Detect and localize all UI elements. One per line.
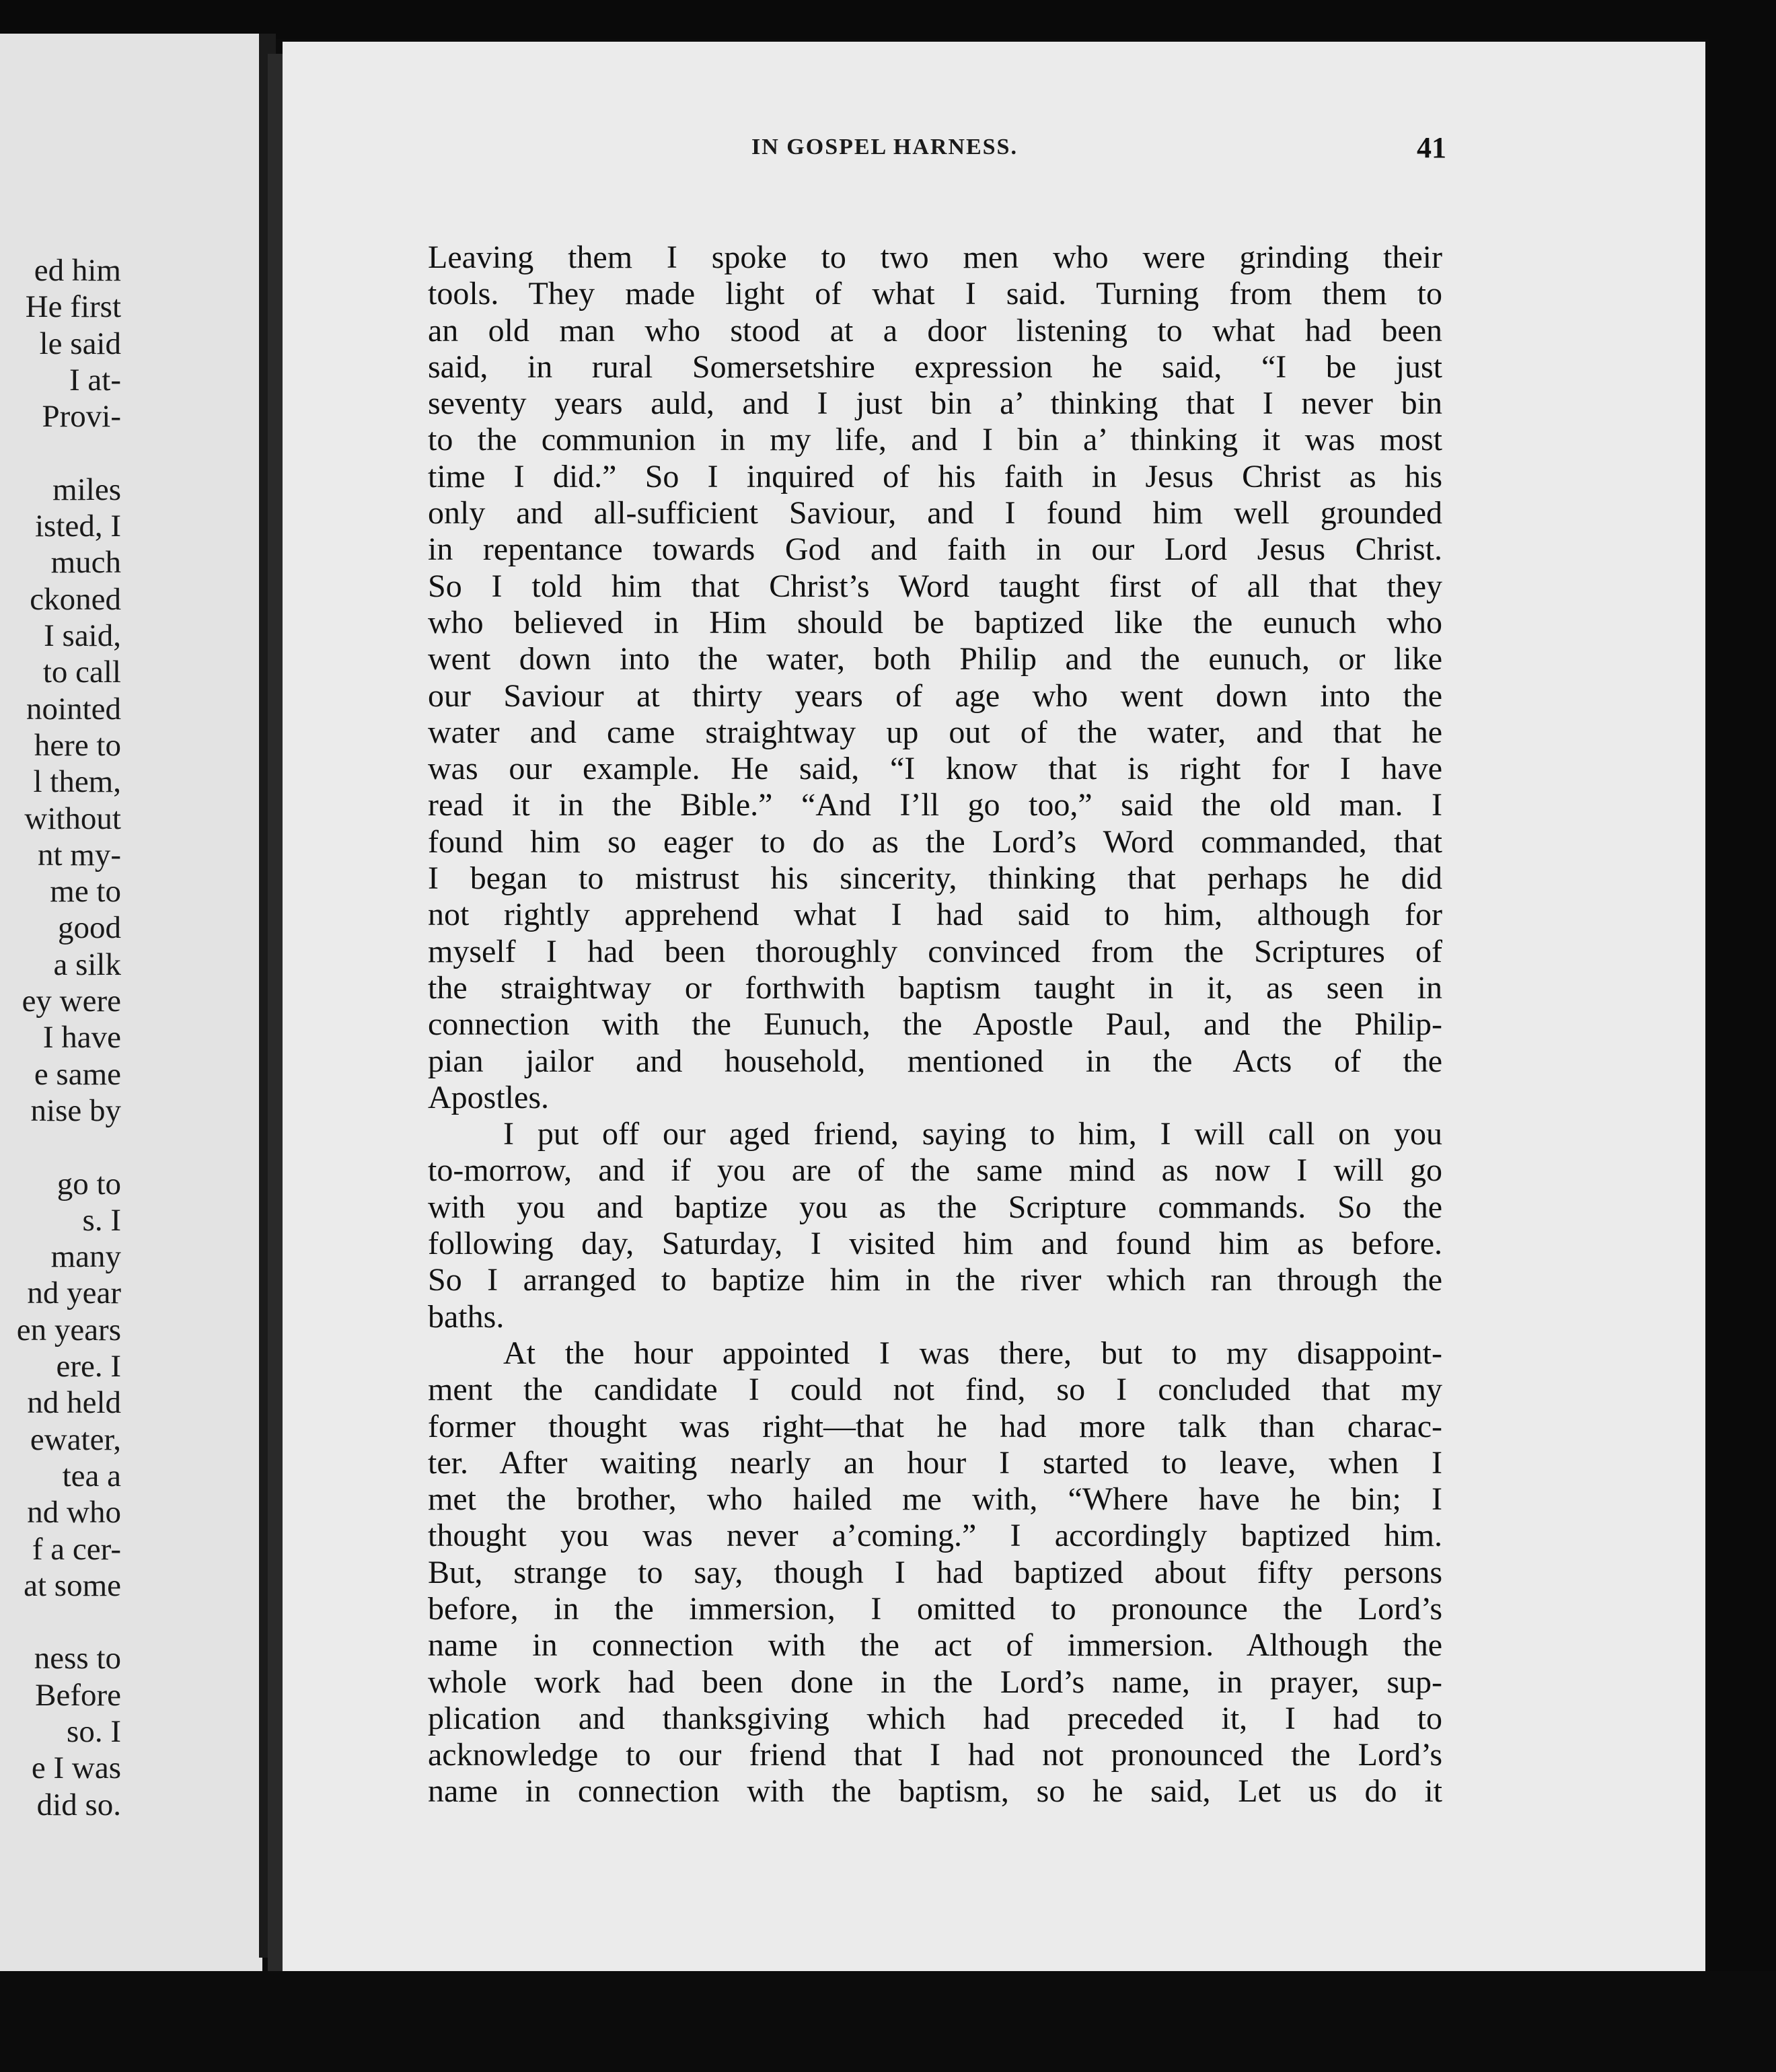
text-line: read it in the Bible.” “And I’ll go too,” said the old man. I bbox=[428, 787, 1442, 823]
left-page-fragment: good bbox=[58, 910, 121, 946]
left-page-fragment: ed him bbox=[34, 253, 121, 288]
left-page-fragment: nd year bbox=[27, 1275, 121, 1311]
text-line: with you and baptize you as the Scripture commands. So the bbox=[428, 1189, 1442, 1225]
text-line: water and came straightway up out of the water, and that he bbox=[428, 714, 1442, 750]
text-line: pian jailor and household, mentioned in the Acts of the bbox=[428, 1043, 1442, 1079]
left-page-fragment: s. I bbox=[82, 1202, 121, 1238]
text-line: went down into the water, both Philip and the eunuch, or like bbox=[428, 641, 1442, 677]
left-page-fragment: I have bbox=[42, 1020, 121, 1056]
text-line: Leaving them I spoke to two men who were grinding their bbox=[428, 239, 1442, 275]
left-page-fragment: tea a bbox=[62, 1458, 121, 1493]
left-page-fragment: miles bbox=[52, 472, 121, 507]
text-line: time I did.” So I inquired of his faith in Jesus Christ as his bbox=[428, 458, 1442, 494]
text-line: before, in the immersion, I omitted to pronounce the Lord’s bbox=[428, 1590, 1442, 1627]
text-line: name in connection with the baptism, so he said, Let us do it bbox=[428, 1773, 1442, 1810]
left-page-fragment: nt my- bbox=[37, 837, 121, 873]
left-page-fragment: I said, bbox=[44, 618, 121, 653]
text-line: myself I had been thoroughly convinced from the Scriptures of bbox=[428, 933, 1442, 969]
text-line: only and all-sufficient Saviour, and I found him well grounded bbox=[428, 495, 1442, 531]
text-line: seventy years auld, and I just bin a’ thinking that I never bin bbox=[428, 385, 1442, 422]
text-line: to the communion in my life, and I bin a’ thinking it was most bbox=[428, 422, 1442, 458]
text-line: to-morrow, and if you are of the same mind as now I will go bbox=[428, 1152, 1442, 1189]
left-page-fragment: at some bbox=[24, 1567, 121, 1603]
text-line: ment the candidate I could not find, so I concluded that my bbox=[428, 1372, 1442, 1408]
text-line: thought you was never a’coming.” I accordingly baptized him. bbox=[428, 1518, 1442, 1554]
text-line: But, strange to say, though I had baptized about fifty persons bbox=[428, 1554, 1442, 1590]
left-page-fragment: Before bbox=[35, 1677, 121, 1713]
page-number: 41 bbox=[1417, 131, 1446, 164]
left-page-fragment: l them, bbox=[33, 764, 121, 800]
left-page-fragment: go to bbox=[57, 1166, 121, 1201]
left-page-fragment: did so. bbox=[36, 1787, 121, 1822]
left-page-fragment: nd held bbox=[27, 1385, 121, 1421]
text-line: found him so eager to do as the Lord’s Word commanded, that bbox=[428, 823, 1442, 860]
text-line: the straightway or forthwith baptism taught in it, as seen in bbox=[428, 969, 1442, 1006]
text-line: was our example. He said, “I know that is right for I have bbox=[428, 751, 1442, 787]
text-line: met the brother, who hailed me with, “Where have he bin; I bbox=[428, 1481, 1442, 1518]
left-page-fragment: ey were bbox=[22, 984, 121, 1019]
left-page-fragment: ckoned bbox=[30, 581, 121, 617]
left-page-fragment: le said bbox=[39, 326, 121, 361]
left-page-fragment: ewater, bbox=[30, 1421, 121, 1457]
body-text bbox=[428, 239, 1442, 1810]
text-line: following day, Saturday, I visited him and found him as before. bbox=[428, 1226, 1442, 1262]
left-page-fragment: ness to bbox=[34, 1641, 121, 1676]
scan-border-bottom bbox=[0, 1971, 1776, 2072]
text-line: said, in rural Somersetshire expression he said, “I be just bbox=[428, 348, 1442, 385]
text-line: acknowledge to our friend that I had not pronounced the Lord’s bbox=[428, 1737, 1442, 1773]
left-page-fragment: a silk bbox=[53, 947, 121, 982]
text-line: in repentance towards God and faith in our Lord Jesus Christ. bbox=[428, 531, 1442, 568]
text-line: I began to mistrust his sincerity, thinking that perhaps he did bbox=[428, 860, 1442, 897]
text-line: not rightly apprehend what I had said to him, although for bbox=[428, 897, 1442, 933]
text-line: tools. They made light of what I said. Turning from them to bbox=[428, 276, 1442, 312]
running-head: IN GOSPEL HARNESS. bbox=[751, 135, 1018, 159]
text-line: our Saviour at thirty years of age who went down into the bbox=[428, 677, 1442, 714]
left-page-fragment: here to bbox=[34, 727, 121, 763]
left-page-fragment: so. I bbox=[67, 1714, 121, 1749]
text-line: At the hour appointed I was there, but to my disappoint- bbox=[503, 1335, 1442, 1371]
left-page-fragment: without bbox=[24, 801, 121, 836]
left-page-fragment: e I was bbox=[31, 1750, 121, 1786]
text-line: former thought was right—that he had more talk than charac- bbox=[428, 1408, 1442, 1444]
text-line: who believed in Him should be baptized like the eunuch who bbox=[428, 604, 1442, 640]
text-line: So I arranged to baptize him in the river which ran through the bbox=[428, 1262, 1442, 1298]
scan-border-right bbox=[1709, 0, 1776, 2072]
text-line: whole work had been done in the Lord’s name, in prayer, sup- bbox=[428, 1664, 1442, 1700]
left-page-fragment: I at- bbox=[69, 362, 121, 398]
left-page-fragment: Provi- bbox=[42, 399, 121, 435]
text-line: an old man who stood at a door listening to what had been bbox=[428, 312, 1442, 348]
text-line: name in connection with the act of immersion. Although the bbox=[428, 1627, 1442, 1664]
left-page-fragment: e same bbox=[34, 1056, 121, 1092]
left-page-fragment: nointed bbox=[26, 691, 121, 727]
text-line: plication and thanksgiving which had preceded it, I had to bbox=[428, 1700, 1442, 1736]
left-page-fragment: nise by bbox=[30, 1093, 121, 1128]
left-page-fragment: me to bbox=[50, 874, 121, 910]
left-page-fragment: He first bbox=[25, 289, 121, 325]
left-page-fragment: to call bbox=[42, 655, 121, 690]
left-page-fragment: many bbox=[50, 1239, 121, 1275]
left-page bbox=[0, 34, 262, 2072]
left-page-fragment: isted, I bbox=[35, 509, 121, 544]
text-line: connection with the Eunuch, the Apostle Paul, and the Philip- bbox=[428, 1006, 1442, 1043]
left-page-fragment: en years bbox=[16, 1312, 121, 1347]
text-line: ter. After waiting nearly an hour I started to leave, when I bbox=[428, 1444, 1442, 1481]
left-page-fragment: nd who bbox=[27, 1495, 121, 1530]
text-line: baths. bbox=[428, 1298, 505, 1335]
left-page-fragment: much bbox=[50, 545, 121, 581]
left-page-fragment: ere. I bbox=[56, 1349, 121, 1384]
text-line: Apostles. bbox=[428, 1079, 549, 1115]
left-page-fragment: f a cer- bbox=[32, 1531, 121, 1567]
text-line: I put off our aged friend, saying to him, I will call on you bbox=[503, 1116, 1442, 1152]
text-line: So I told him that Christ’s Word taught first of all that they bbox=[428, 568, 1442, 604]
